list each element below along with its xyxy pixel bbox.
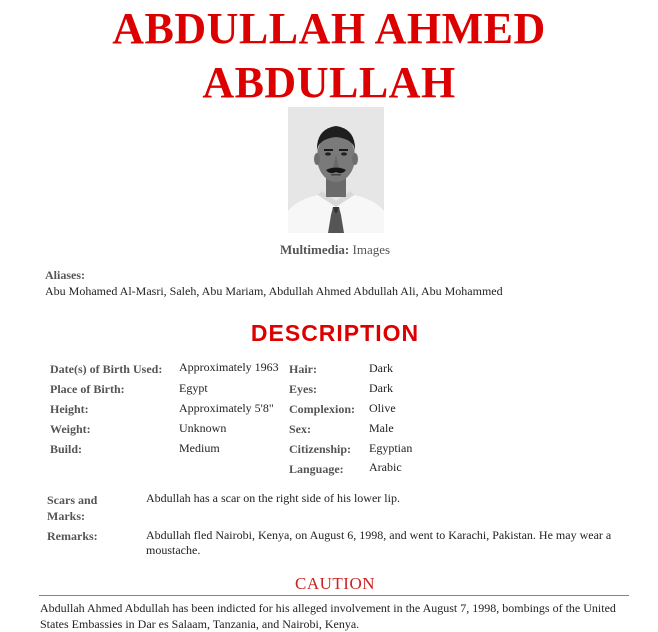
birthplace-label: Place of Birth: — [50, 382, 125, 396]
multimedia-row — [0, 242, 658, 258]
aliases-value: Abu Mohamed Al-Masri, Saleh, Abu Mariam, Abdullah Ahmed Abdullah Ali, Abu Mohammed — [45, 284, 503, 298]
build-label: Build: — [50, 442, 83, 456]
dob-value: Approximately 1963 — [179, 360, 279, 374]
page-title — [0, 2, 658, 110]
name-line-1: ABDULLAH AHMED — [112, 4, 546, 53]
caution-divider — [39, 595, 629, 596]
complexion-value: Olive — [369, 401, 396, 415]
language-value: Arabic — [369, 460, 402, 474]
portrait-icon — [288, 107, 384, 233]
birthplace-value: Egypt — [179, 381, 208, 395]
scars-label: Scars and Marks: — [47, 493, 98, 523]
dob-label: Date(s) of Birth Used: — [50, 362, 163, 376]
eyes-label: Eyes: — [289, 382, 317, 396]
complexion-label: Complexion: — [289, 402, 355, 416]
multimedia-label: Multimedia: — [279, 242, 350, 257]
weight-value: Unknown — [179, 421, 227, 435]
portrait-photo[interactable] — [288, 107, 384, 233]
remarks-label: Remarks: — [47, 529, 98, 543]
height-value: Approximately 5'8" — [179, 401, 274, 415]
weight-label: Weight: — [50, 422, 91, 436]
remarks-value: Abdullah fled Nairobi, Kenya, on August 6, 1998, and went to Karachi, Pakistan. He may wear a moustache. — [146, 528, 612, 557]
hair-label: Hair: — [289, 362, 317, 376]
height-label: Height: — [50, 402, 89, 416]
build-value: Medium — [179, 441, 220, 455]
hair-value: Dark — [369, 361, 393, 375]
citizenship-label: Citizenship: — [289, 442, 352, 456]
scars-value: Abdullah has a scar on the right side of his lower lip. — [146, 491, 400, 505]
language-label: Language: — [289, 462, 344, 476]
multimedia-images-link[interactable]: Images — [352, 242, 391, 257]
name-line-2: ABDULLAH — [202, 58, 456, 107]
description-heading: DESCRIPTION — [250, 320, 420, 346]
caution-text: Abdullah Ahmed Abdullah has been indicted for his alleged involvement in the August 7, 1998, bombings of the United States Embassies in Dar es Salaam, Tanzania, and Nairobi, Kenya. — [40, 601, 616, 631]
sex-value: Male — [369, 421, 394, 435]
eyes-value: Dark — [369, 381, 393, 395]
citizenship-value: Egyptian — [369, 441, 413, 455]
caution-heading: CAUTION — [295, 574, 375, 593]
sex-label: Sex: — [289, 422, 311, 436]
aliases-label: Aliases: — [45, 268, 85, 282]
